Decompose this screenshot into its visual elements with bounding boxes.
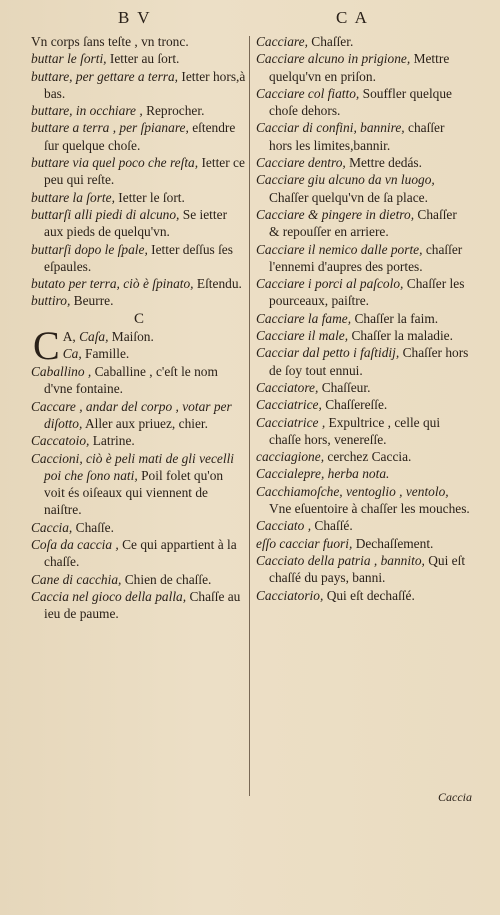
entry-headword: Cacciato della patria , bannito, [256, 552, 425, 568]
dictionary-entry [256, 50, 470, 85]
entry-translation: Qui eſt dechaſſé. [326, 587, 415, 603]
dropcap-line-2: Ca, Famille. [62, 346, 130, 362]
entry-headword: buttare via quel poco che reſta, [31, 155, 199, 171]
entry-translation: Expultrice , celle qui chaſſe hors, venereſſe. [269, 414, 441, 447]
dictionary-entry [31, 189, 247, 206]
header-right: C A [336, 8, 369, 27]
entry-translation: Chaſſer hors de ſoy tout ennui. [269, 345, 469, 378]
dictionary-entry [256, 396, 470, 413]
dictionary-entry [256, 171, 470, 206]
dictionary-entry [256, 552, 470, 587]
dictionary-entry [31, 119, 247, 154]
dictionary-entry [31, 33, 247, 50]
dictionary-entry [31, 571, 247, 588]
entry-headword: Caccialepre, herba nota. [256, 466, 390, 482]
entry-headword: butato per terra, ciò è ſpinato, [31, 276, 194, 292]
entry-headword: buttare, in occhiare , [31, 103, 143, 119]
dictionary-entry [31, 292, 247, 309]
entry-headword: Cacciare giu alcuno da vn luogo, [256, 172, 435, 188]
entry-headword: Cacciatorio, [256, 587, 324, 603]
dictionary-entry [31, 588, 247, 623]
dictionary-entry [256, 119, 470, 154]
entry-headword: buttarſi dopo le ſpale, [31, 241, 148, 257]
entry-headword: Cacciare la fame, [256, 310, 352, 326]
entry-translation: Caballine , c'eſt le nom d'vne fontaine. [44, 364, 218, 397]
entry-translation: Chaſſer les pourceaux, paiſtre. [269, 276, 465, 309]
entry-headword: Cacciatrice, [256, 397, 322, 413]
entry-translation: Chaſſer. [311, 34, 354, 49]
dictionary-entry [31, 241, 247, 276]
section-letter: C [133, 310, 144, 327]
header-left: B V [118, 8, 152, 27]
dictionary-entry [31, 450, 247, 519]
entry-translation: Vne eſuentoire à chaſſer les mouches. [269, 501, 470, 517]
entry-headword: buttare a terra , per ſpianare, [31, 120, 189, 136]
entry-headword: Caccare , andar del corpo , votar per diſotto, [31, 398, 232, 431]
entry-headword: Caccia, [31, 519, 73, 535]
dictionary-entry [256, 33, 470, 50]
dictionary-entry [31, 275, 247, 292]
left-column [31, 33, 247, 623]
dictionary-entry [31, 206, 247, 241]
column-divider [249, 36, 250, 796]
entry-translation: Latrine. [92, 433, 135, 449]
entry-headword: Cacciare dentro, [256, 155, 346, 171]
dropcap-entry [31, 323, 247, 369]
dictionary-entry [31, 536, 247, 571]
entry-translation: Chaſſer quelqu'vn de ſa place. [269, 189, 428, 205]
dictionary-entry [256, 85, 470, 120]
entry-headword: Cane di cacchia, [31, 571, 122, 587]
dictionary-entry [31, 398, 247, 433]
dictionary-entry [256, 587, 470, 604]
entry-headword: Caccia nel gioco della palla, [31, 588, 187, 604]
entry-headword: Cacciare il male, [256, 328, 349, 344]
entry-translation: Chaſſer la maladie. [351, 328, 453, 344]
entry-headword: buttiro, [31, 293, 71, 309]
entry-headword: cacciagione, [256, 449, 325, 465]
dictionary-entry [256, 241, 470, 276]
entry-translation: Ietter deſſus ſes eſpaules. [44, 241, 233, 274]
entry-headword: eſſo cacciar fuori, [256, 535, 353, 551]
entry-translation: Chaſſe. [75, 519, 114, 535]
entry-translation: chaſſer l'ennemi d'aupres des portes. [269, 241, 463, 274]
entry-translation: Chaſſer la faim. [354, 310, 439, 326]
entry-headword: Cacciare i porci al paſcolo, [256, 276, 404, 292]
entry-translation: Vn corps ſans teſte , vn tronc. [31, 34, 189, 49]
entry-headword: Cacciare col fiatto, [256, 85, 360, 101]
entry-translation: Chaſſe au ieu de paume. [44, 588, 241, 622]
dictionary-entry [256, 448, 470, 465]
entry-translation: chaſſer hors les limites,bannir. [269, 120, 445, 153]
entry-translation: Chaſſereſſe. [325, 397, 388, 413]
entry-translation: Ietter au ſort. [109, 51, 180, 67]
dictionary-entry [256, 414, 470, 449]
entry-translation: Dechaſſement. [355, 535, 434, 551]
drop-capital: C [33, 323, 60, 369]
dictionary-entry [256, 379, 470, 396]
dictionary-entry [31, 519, 247, 536]
entry-headword: Cacciatore, [256, 379, 319, 395]
entry-headword: buttare la ſorte, [31, 189, 115, 205]
dictionary-entry [256, 310, 470, 327]
dictionary-entry [256, 483, 470, 518]
dictionary-entry [31, 102, 247, 119]
entry-headword: Cacchiamoſche, ventoglio , ventolo, [256, 483, 449, 499]
entry-translation: Chien de chaſſe. [124, 571, 212, 587]
entry-headword: Cacciar dal petto i faſtidij, [256, 345, 400, 361]
entry-headword: buttarſi alli piedi di alcuno, [31, 206, 180, 222]
entry-translation: Ietter ce peu qui reſte. [44, 155, 245, 188]
entry-headword: Cacciare & pingere in dietro, [256, 206, 415, 222]
dictionary-entry [256, 275, 470, 310]
entry-translation: Se ietter aux pieds de quelqu'vn. [44, 206, 228, 240]
entry-translation: cerchez Caccia. [327, 449, 412, 465]
running-header [0, 8, 500, 34]
entry-translation: Eſtendu. [196, 276, 242, 292]
dictionary-entry [31, 50, 247, 67]
dictionary-entry [31, 363, 247, 398]
entry-translation: Ietter hors,à bas. [44, 68, 246, 101]
entry-headword: Caccatoio, [31, 433, 90, 449]
entry-translation: Qui eſt chaſſé du pays, banni. [269, 552, 466, 586]
entry-headword: Cacciato , [256, 518, 312, 534]
dictionary-entry [256, 535, 470, 552]
entry-translation: Poil folet qu'on voit és oiſeaux qui viennent de naiſtre. [44, 467, 224, 518]
entry-translation: Chaſſé. [314, 518, 353, 534]
dictionary-entry [31, 432, 247, 449]
entry-translation: Mettre dedás. [349, 155, 422, 171]
dictionary-entry [256, 206, 470, 241]
dictionary-entry [256, 517, 470, 534]
dictionary-entry [31, 68, 247, 103]
dictionary-entry [256, 154, 470, 171]
entry-translation: Mettre quelqu'vn en priſon. [269, 51, 450, 84]
catchword: Caccia [438, 790, 472, 804]
entry-translation: Souffler quelque choſe dehors. [269, 85, 452, 119]
entry-headword: Coſa da caccia , [31, 537, 119, 553]
entry-headword: Caccioni, ciò è peli mati de gli vecelli poi che ſono nati, [31, 450, 235, 483]
entry-translation: Ietter le ſort. [118, 189, 185, 205]
entry-translation: Chaſſeur. [321, 379, 371, 395]
entry-translation: Ce qui appartient à la chaſſe. [44, 537, 237, 570]
dictionary-entry [256, 465, 470, 482]
entry-translation: Chaſſer & repouſſer en arriere. [269, 206, 457, 240]
entry-headword: buttar le ſorti, [31, 51, 107, 67]
entry-headword: buttare, per gettare a terra, [31, 68, 179, 84]
entry-translation: Reprocher. [146, 103, 205, 119]
entry-headword: Cacciare, [256, 34, 308, 49]
entry-headword: Cacciatrice , [256, 414, 326, 430]
dictionary-entry [256, 344, 470, 379]
entry-translation: Aller aux priuez, chier. [84, 415, 209, 431]
entry-headword: Cacciar di confini, bannire, [256, 120, 405, 136]
dropcap-line-1: A, Caſa, Maiſon. [62, 329, 154, 345]
entry-translation: Beurre. [73, 293, 114, 309]
right-column [256, 33, 470, 604]
entry-headword: Cacciare il nemico dalle porte, [256, 241, 423, 257]
entry-translation: eſtendre ſur quelque choſe. [44, 120, 236, 153]
entry-headword: Cacciare alcuno in prigione, [256, 51, 411, 67]
dictionary-entry [31, 154, 247, 189]
dictionary-entry [256, 327, 470, 344]
entry-headword: Caballino , [31, 364, 92, 380]
